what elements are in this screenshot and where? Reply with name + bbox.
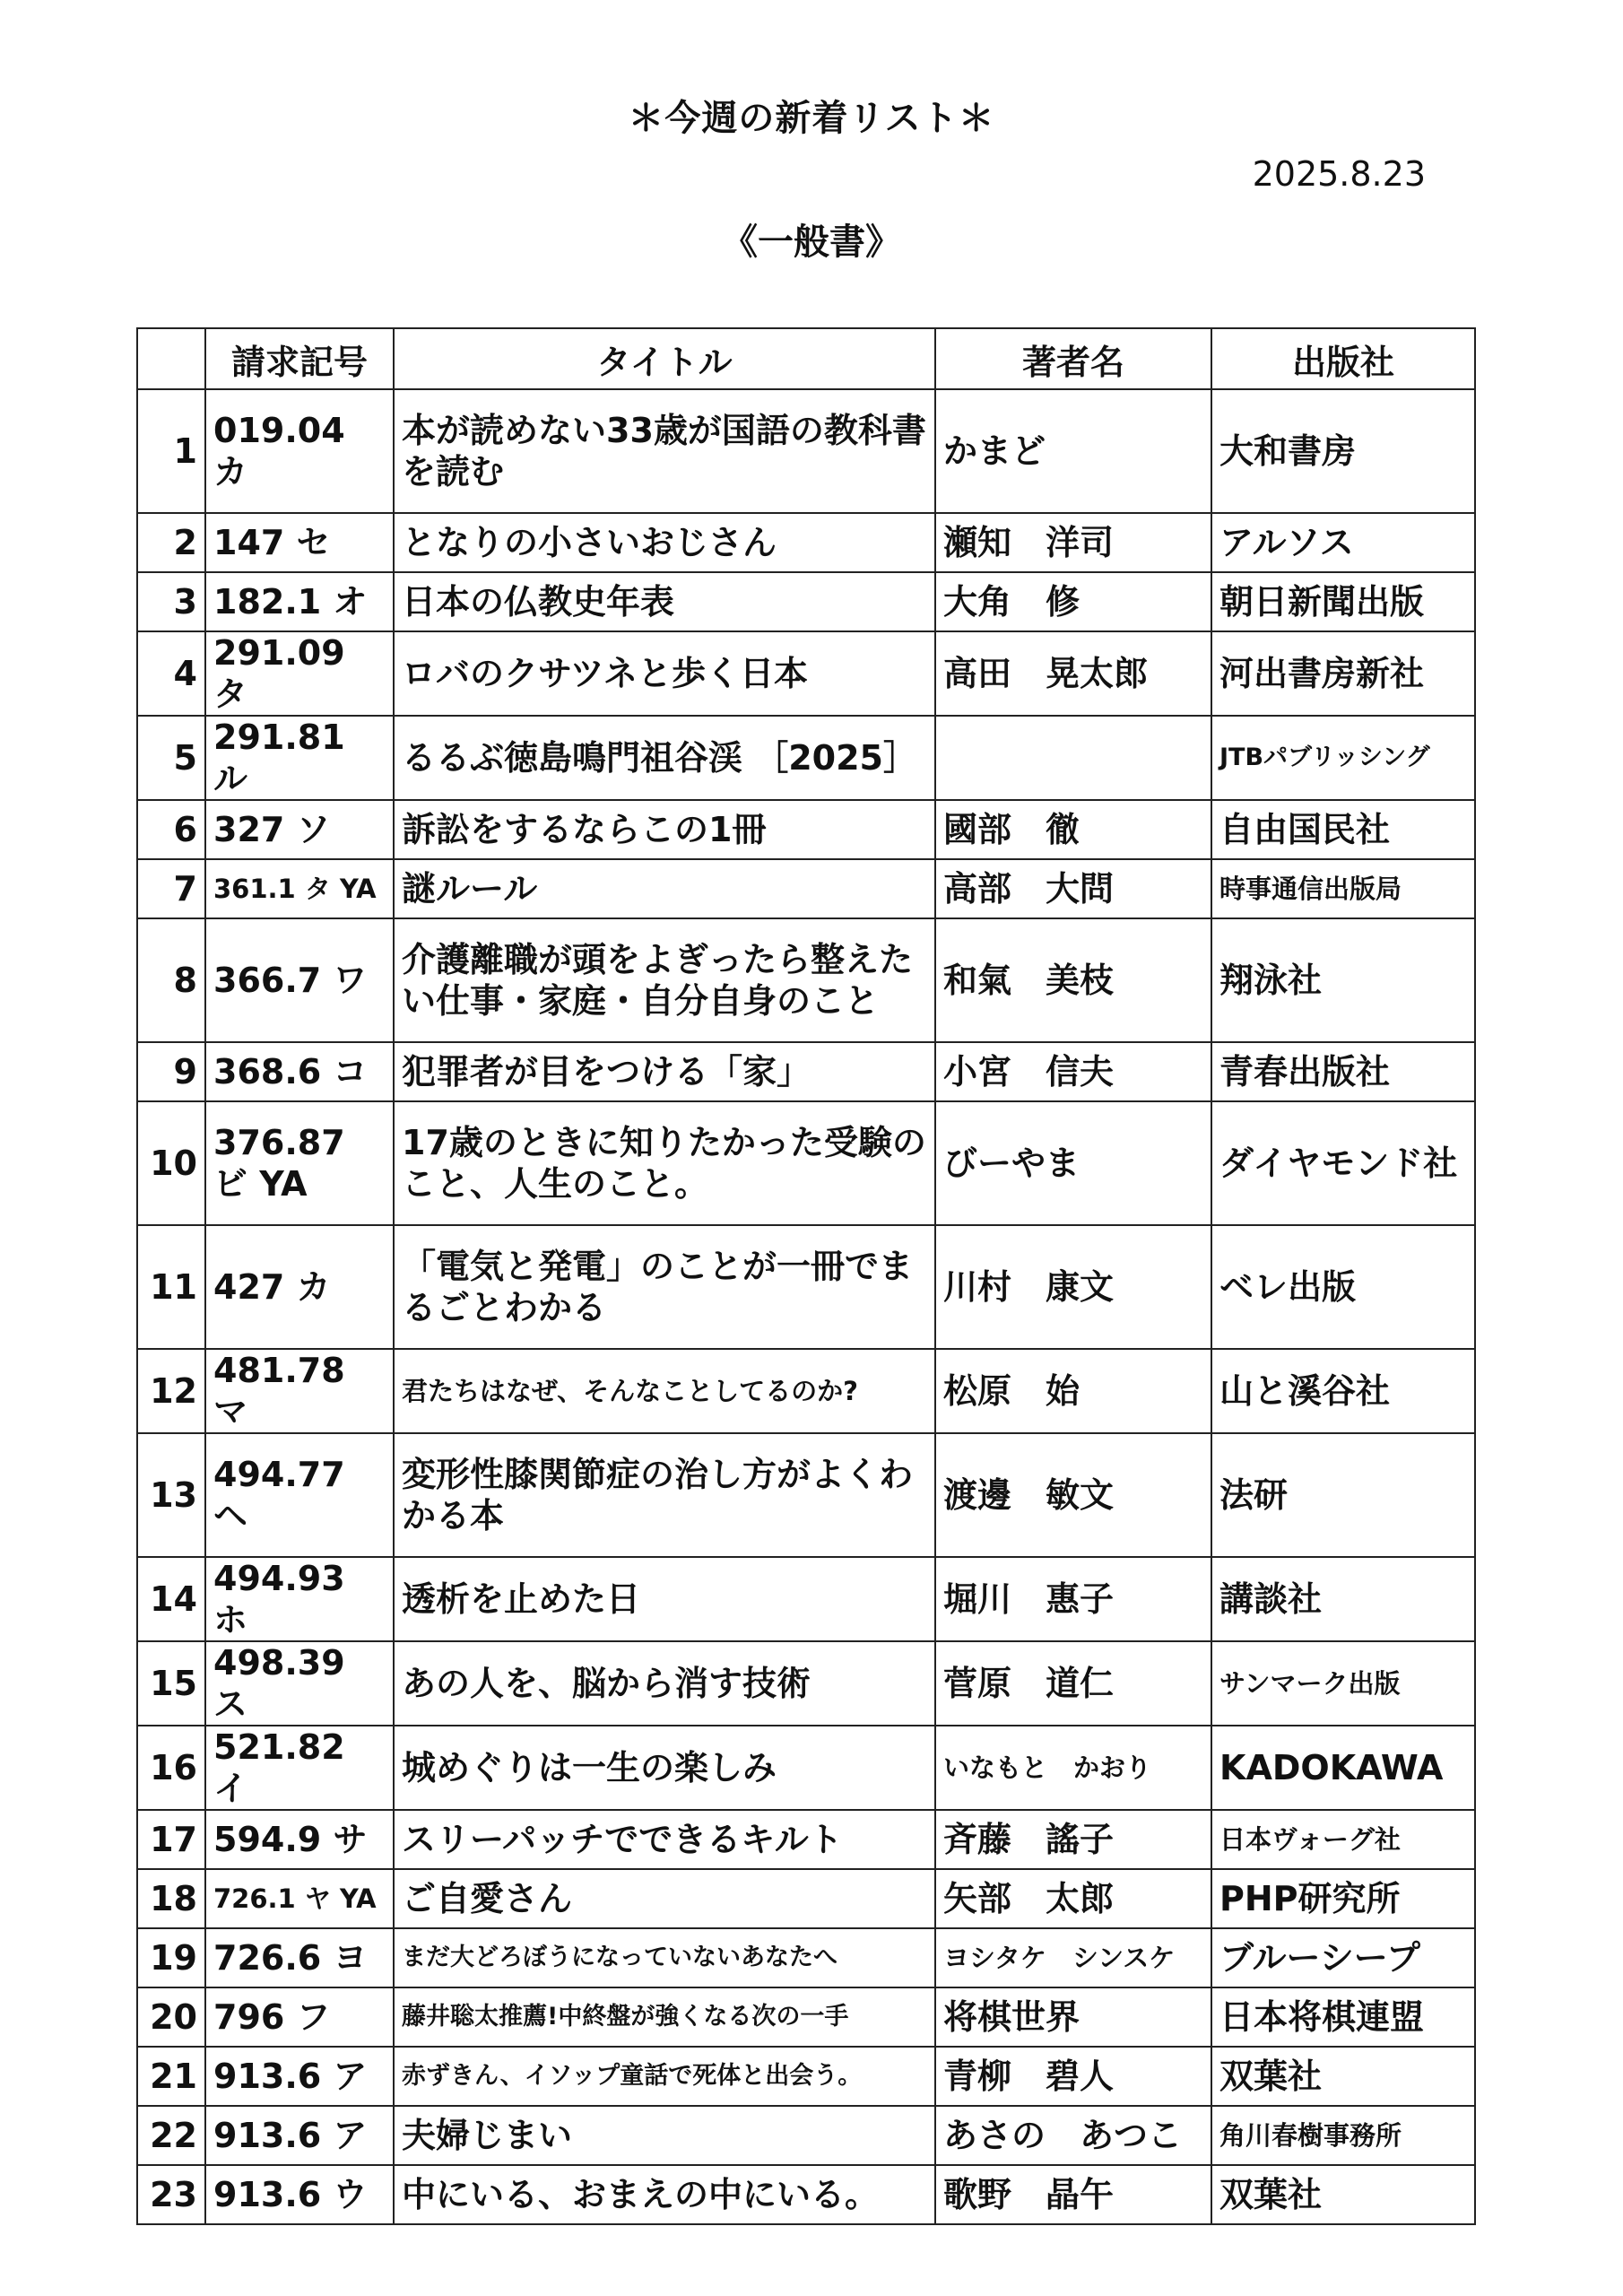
author-name: 渡邊 敏文 (935, 1433, 1211, 1557)
list-date: 2025.8.23 (1252, 154, 1426, 194)
row-number: 20 (137, 1987, 205, 2047)
author-name: 将棋世界 (935, 1987, 1211, 2047)
row-number: 8 (137, 918, 205, 1042)
call-number: 913.6 ア (205, 2047, 394, 2106)
call-number: 182.1 オ (205, 572, 394, 631)
call-number: 019.04 カ (205, 389, 394, 513)
book-title: 君たちはなぜ、そんなことしてるのか? (394, 1349, 935, 1433)
book-title: 変形性膝関節症の治し方がよくわかる本 (394, 1433, 935, 1557)
publisher-name: ブルーシープ (1211, 1928, 1475, 1987)
book-title: 本が読めない33歳が国語の教科書を読む (394, 389, 935, 513)
table-row (137, 1726, 1475, 1810)
row-number: 1 (137, 389, 205, 513)
book-title: 介護離職が頭をよぎったら整えたい仕事・家庭・自分自身のこと (394, 918, 935, 1042)
publisher-name: 自由国民社 (1211, 800, 1475, 859)
row-number: 7 (137, 859, 205, 918)
publisher-name: アルソス (1211, 513, 1475, 572)
publisher-name: 講談社 (1211, 1557, 1475, 1641)
row-number: 21 (137, 2047, 205, 2106)
column-header-number (137, 328, 205, 389)
call-number: 427 カ (205, 1225, 394, 1349)
row-number: 14 (137, 1557, 205, 1641)
row-number: 2 (137, 513, 205, 572)
row-number: 5 (137, 716, 205, 800)
book-title: 謎ルール (394, 859, 935, 918)
publisher-name: 日本ヴォーグ社 (1211, 1810, 1475, 1869)
table-row (137, 1810, 1475, 1869)
row-number: 17 (137, 1810, 205, 1869)
book-title: となりの小さいおじさん (394, 513, 935, 572)
call-number: 498.39 ス (205, 1641, 394, 1726)
column-header-call-number: 請求記号 (205, 328, 394, 389)
section-heading: 《一般書》 (722, 222, 901, 263)
book-title: 赤ずきん、イソップ童話で死体と出会う。 (394, 2047, 935, 2106)
publisher-name: 大和書房 (1211, 389, 1475, 513)
publisher-name: 青春出版社 (1211, 1042, 1475, 1101)
table-row (137, 800, 1475, 859)
row-number: 9 (137, 1042, 205, 1101)
publisher-name: 日本将棋連盟 (1211, 1987, 1475, 2047)
table-row (137, 2047, 1475, 2106)
author-name: ヨシタケ シンスケ (935, 1928, 1211, 1987)
table-row (137, 1433, 1475, 1557)
publisher-name: 双葉社 (1211, 2165, 1475, 2224)
table-row (137, 2106, 1475, 2165)
call-number: 376.87 ビ YA (205, 1101, 394, 1225)
call-number: 594.9 サ (205, 1810, 394, 1869)
author-name: 小宮 信夫 (935, 1042, 1211, 1101)
author-name: 川村 康文 (935, 1225, 1211, 1349)
book-title: 17歳のときに知りたかった受験のこと、人生のこと。 (394, 1101, 935, 1225)
publisher-name: 河出書房新社 (1211, 631, 1475, 716)
call-number: 368.6 コ (205, 1042, 394, 1101)
row-number: 4 (137, 631, 205, 716)
author-name: 瀬知 洋司 (935, 513, 1211, 572)
publisher-name: 双葉社 (1211, 2047, 1475, 2106)
publisher-name: PHP研究所 (1211, 1869, 1475, 1928)
new-arrivals-table (136, 327, 1476, 2225)
author-name: 堀川 惠子 (935, 1557, 1211, 1641)
author-name: 青柳 碧人 (935, 2047, 1211, 2106)
call-number: 726.1 ヤ YA (205, 1869, 394, 1928)
book-title: 訴訟をするならこの1冊 (394, 800, 935, 859)
row-number: 11 (137, 1225, 205, 1349)
table-row (137, 859, 1475, 918)
author-name: 矢部 太郎 (935, 1869, 1211, 1928)
author-name: 高田 晃太郎 (935, 631, 1211, 716)
author-name: あさの あつこ (935, 2106, 1211, 2165)
row-number: 16 (137, 1726, 205, 1810)
publisher-name: JTBパブリッシング (1211, 716, 1475, 800)
publisher-name: 翔泳社 (1211, 918, 1475, 1042)
table-row (137, 1349, 1475, 1433)
table-header-row (137, 328, 1475, 389)
book-title: 日本の仏教史年表 (394, 572, 935, 631)
table-row (137, 389, 1475, 513)
table-row (137, 631, 1475, 716)
row-number: 13 (137, 1433, 205, 1557)
book-title: まだ大どろぼうになっていないあなたへ (394, 1928, 935, 1987)
table-row (137, 1641, 1475, 1726)
call-number: 361.1 タ YA (205, 859, 394, 918)
column-header-publisher: 出版社 (1211, 328, 1475, 389)
book-title: 「電気と発電」のことが一冊でまるごとわかる (394, 1225, 935, 1349)
author-name: 菅原 道仁 (935, 1641, 1211, 1726)
author-name (935, 716, 1211, 800)
table-row (137, 1557, 1475, 1641)
call-number: 291.81 ル (205, 716, 394, 800)
book-title: 中にいる、おまえの中にいる。 (394, 2165, 935, 2224)
author-name: かまど (935, 389, 1211, 513)
book-title: 透析を止めた日 (394, 1557, 935, 1641)
table-row (137, 1869, 1475, 1928)
call-number: 726.6 ヨ (205, 1928, 394, 1987)
book-title: るるぶ徳島鳴門祖谷渓 ［2025］ (394, 716, 935, 800)
row-number: 23 (137, 2165, 205, 2224)
row-number: 12 (137, 1349, 205, 1433)
row-number: 22 (137, 2106, 205, 2165)
author-name: 斉藤 謠子 (935, 1810, 1211, 1869)
author-name: びーやま (935, 1101, 1211, 1225)
table-row (137, 1928, 1475, 1987)
author-name: 和氣 美枝 (935, 918, 1211, 1042)
table-row (137, 2165, 1475, 2224)
call-number: 366.7 ワ (205, 918, 394, 1042)
publisher-name: 山と溪谷社 (1211, 1349, 1475, 1433)
call-number: 481.78 マ (205, 1349, 394, 1433)
publisher-name: ベレ出版 (1211, 1225, 1475, 1349)
row-number: 19 (137, 1928, 205, 1987)
page-title: ＊今週の新着リスト＊ (628, 98, 995, 139)
table-row (137, 513, 1475, 572)
call-number: 494.93 ホ (205, 1557, 394, 1641)
book-title: 藤井聡太推薦!中終盤が強くなる次の一手 (394, 1987, 935, 2047)
call-number: 796 フ (205, 1987, 394, 2047)
author-name: 大角 修 (935, 572, 1211, 631)
publisher-name: 時事通信出版局 (1211, 859, 1475, 918)
row-number: 3 (137, 572, 205, 631)
call-number: 913.6 ア (205, 2106, 394, 2165)
table-row (137, 1101, 1475, 1225)
book-title: 犯罪者が目をつける「家」 (394, 1042, 935, 1101)
table-row (137, 572, 1475, 631)
row-number: 18 (137, 1869, 205, 1928)
call-number: 147 セ (205, 513, 394, 572)
book-title: ロバのクサツネと歩く日本 (394, 631, 935, 716)
book-title: 夫婦じまい (394, 2106, 935, 2165)
author-name: 歌野 晶午 (935, 2165, 1211, 2224)
call-number: 291.09 タ (205, 631, 394, 716)
book-title: あの人を、脳から消す技術 (394, 1641, 935, 1726)
book-title: スリーパッチでできるキルト (394, 1810, 935, 1869)
author-name: 國部 徹 (935, 800, 1211, 859)
column-header-author: 著者名 (935, 328, 1211, 389)
publisher-name: KADOKAWA (1211, 1726, 1475, 1810)
publisher-name: 朝日新聞出版 (1211, 572, 1475, 631)
book-title: ご自愛さん (394, 1869, 935, 1928)
call-number: 327 ソ (205, 800, 394, 859)
publisher-name: ダイヤモンド社 (1211, 1101, 1475, 1225)
publisher-name: サンマーク出版 (1211, 1641, 1475, 1726)
publisher-name: 角川春樹事務所 (1211, 2106, 1475, 2165)
table-row (137, 1225, 1475, 1349)
call-number: 494.77 ヘ (205, 1433, 394, 1557)
author-name: 松原 始 (935, 1349, 1211, 1433)
row-number: 15 (137, 1641, 205, 1726)
call-number: 913.6 ウ (205, 2165, 394, 2224)
publisher-name: 法研 (1211, 1433, 1475, 1557)
table-row (137, 1042, 1475, 1101)
author-name: いなもと かおり (935, 1726, 1211, 1810)
column-header-title: タイトル (394, 328, 935, 389)
author-name: 高部 大問 (935, 859, 1211, 918)
table-row (137, 918, 1475, 1042)
book-title: 城めぐりは一生の楽しみ (394, 1726, 935, 1810)
table-row (137, 1987, 1475, 2047)
table-row (137, 716, 1475, 800)
row-number: 6 (137, 800, 205, 859)
row-number: 10 (137, 1101, 205, 1225)
call-number: 521.82 イ (205, 1726, 394, 1810)
